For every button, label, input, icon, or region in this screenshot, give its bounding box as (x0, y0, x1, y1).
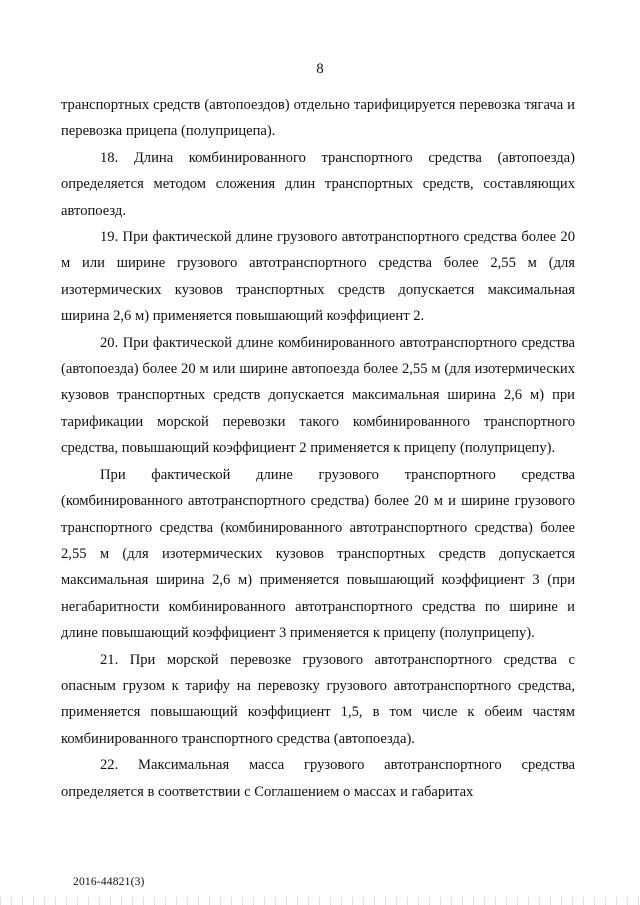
paragraph-22: 22. Максимальная масса грузового автотранспортного средства определяется в соответствии с Соглашением о массах и габаритах (61, 757, 575, 800)
paragraph-19: 19. При фактической длине грузового автотранспортного средства более 20 м или ширине грузового автотранспортного средства более 2,55 м (для изотермических кузовов транспортных средств допускается максимальная ширина 2,6 м) применяется повышающий коэффициент 2. (61, 229, 575, 325)
scan-edge-artifact (0, 897, 640, 905)
page-number: 8 (316, 61, 324, 77)
paragraph-21: 21. При морской перевозке грузового автотранспортного средства с опасным грузом к тарифу на перевозку грузового автотранспортного средства, применяется повышающий коэффициент 1,5, в том числе к обеим частям комбинированного транспортного средства (автопоезда). (61, 651, 575, 747)
document-registration-number: 2016-44821(3) (73, 876, 145, 888)
paragraph-20-continued: При фактической длине грузового транспортного средства (комбинированного автотранспортного средства) более 20 м и ширине грузового транспортного средства (комбинированного автотранспортного средства) более 2,55 м (для изотермических кузовов транспортных средств допускается максимальная ширина 2,6 м) применяется повышающий коэффициент 3 (при негабаритности комбинированного автотранспортного средства по ширине и длине повышающий коэффициент 3 применяется к прицепу (полуприцепу). (61, 466, 575, 642)
document-body (61, 92, 575, 805)
paragraph-20: 20. При фактической длине комбинированного автотранспортного средства (автопоезда) более 20 м или ширине автопоезда более 2,55 м (для изотермических кузовов транспортных средств допускается максимальная ширина 2,6 м) при тарификации морской перевозки такого комбинированного транспортного средства, повышающий коэффициент 2 применяется к прицепу (полуприцепу). (61, 334, 575, 457)
paragraph-18: 18. Длина комбинированного транспортного средства (автопоезда) определяется методом сложения длин транспортных средств, составляющих автопоезд. (61, 149, 575, 219)
paragraph-continuation: транспортных средств (автопоездов) отдельно тарифицируется перевозка тягача и перевозка прицепа (полуприцепа). (61, 97, 575, 140)
